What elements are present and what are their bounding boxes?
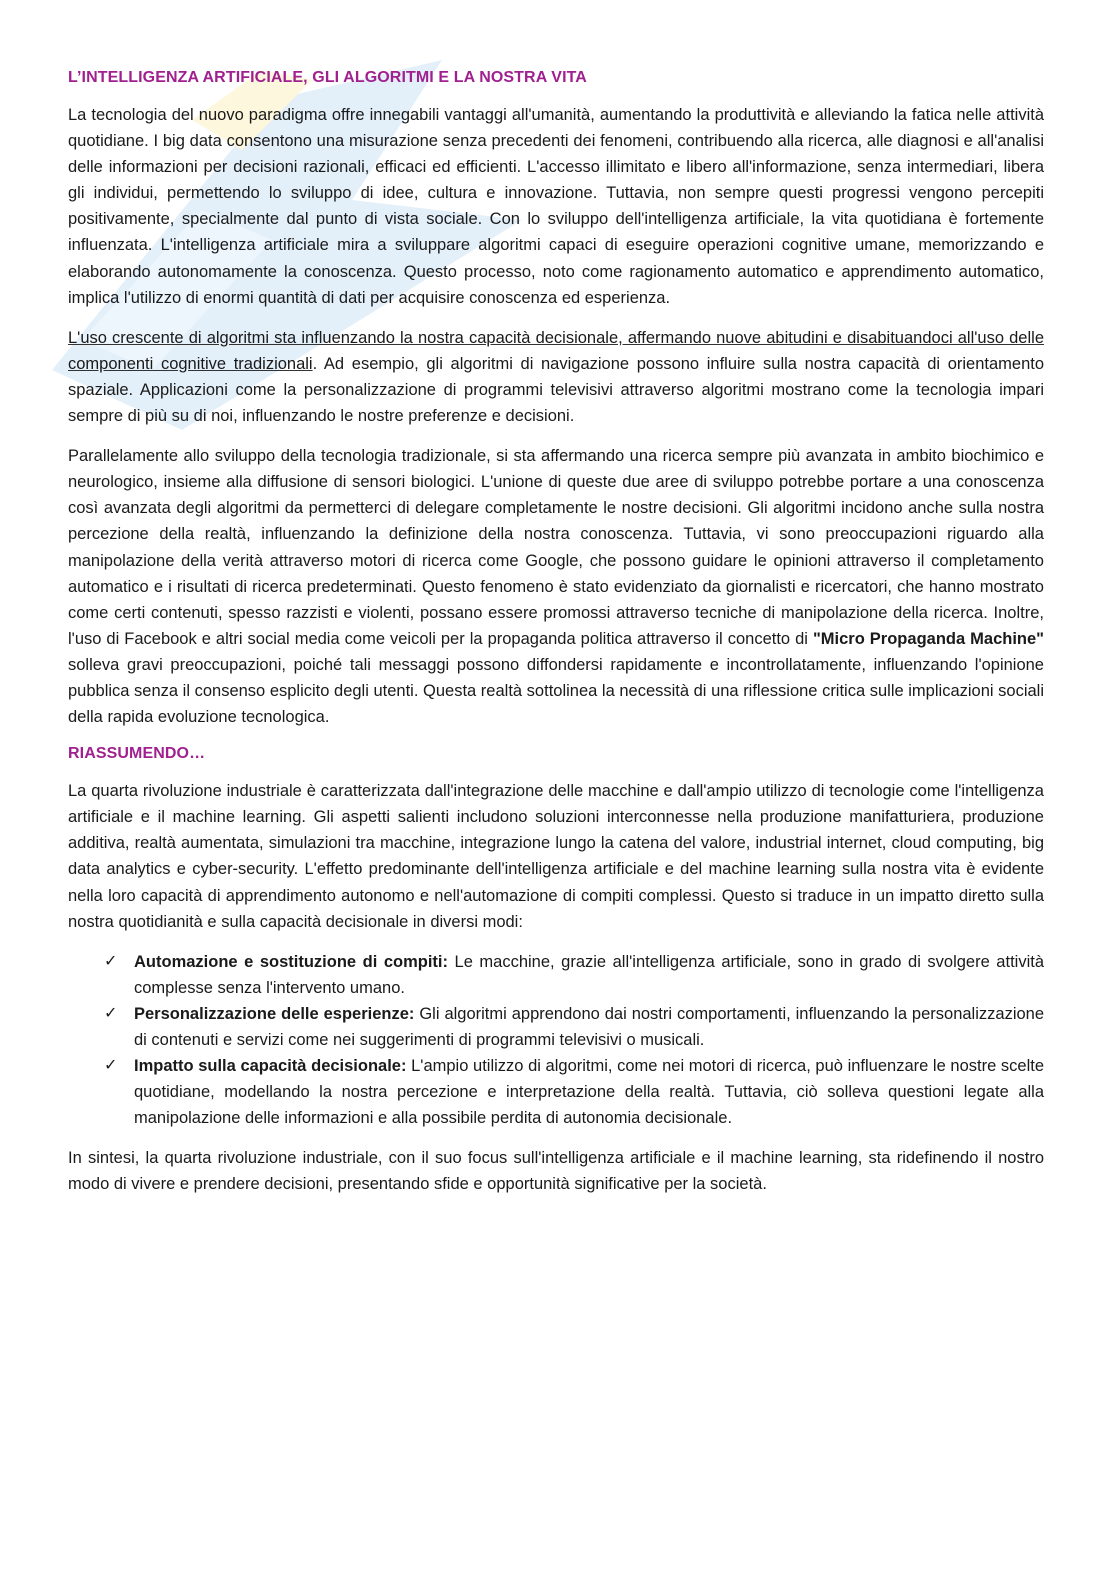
paragraph-conclusion: In sintesi, la quarta rivoluzione industriale, con il suo focus sull'intelligenza artificiale e il machine learning, sta ridefinendo il nostro modo di vivere e prendere decisioni, presentando sfide e opportunità significative per la società. [68, 1149, 1044, 1194]
paragraph-research-start: Parallelamente allo sviluppo della tecnologia tradizionale, si sta affermando una ricerca sempre più avanzata in ambito biochimico e neurologico, insieme alla diffusione di sensori biologici. L'unione di queste due aree di sviluppo potrebbe portare a una conoscenza così avanzata degli algoritmi da permetterci di delegare completamente le nostre decisioni. Gli algoritmi incidono anche sulla nostra percezione della realtà, influenzando la definizione della nostra conoscenza. Tuttavia, vi sono preoccupazioni riguardo alla manipolazione della verità attraverso motori di ricerca come Google, che possono guidare le opinioni attraverso il completamento automatico e i risultati di ricerca predeterminati. Questo fenomeno è stato evidenziato da giornalisti e ricercatori, che hanno mostrato come certi contenuti, spesso razzisti e violenti, possano essere promossi attraverso tecniche di manipolazione della ricerca. Inoltre, l'uso di Facebook e altri social media come veicoli per la propaganda politica attraverso il concetto di [68, 447, 1044, 648]
section-heading-ai: L’INTELLIGENZA ARTIFICIALE, GLI ALGORITMI E LA NOSTRA VITA [68, 69, 587, 86]
underlined-sentence: L'uso crescente di algoritmi sta influenzando la nostra capacità decisionale, affermando nuove abitudini e disabituandoci all'uso delle componenti cognitive tradizionali [68, 328, 1044, 373]
list-item-title: Automazione e sostituzione di compiti: [134, 952, 448, 971]
document-page [68, 62, 1044, 1198]
checkmark-icon: ✓ [104, 952, 118, 970]
list-item-title: Impatto sulla capacità decisionale: [134, 1057, 407, 1076]
list-item [68, 1001, 1044, 1053]
paragraph-algorithms [68, 325, 1044, 429]
impact-list [68, 949, 1044, 1132]
paragraph-research-end: solleva gravi preoccupazioni, poiché tali messaggi possono diffondersi rapidamente e incontrollatamente, influenzando l'opinione pubblica senza il consenso esplicito degli utenti. Questa realtà sottolinea la necessità di una riflessione critica sulle implicazioni sociali della rapida evoluzione tecnologica. [68, 655, 1044, 727]
list-item-text: Le macchine, grazie all'intelligenza artificiale, sono in grado di svolgere attività complesse senza l'intervento umano. [134, 952, 1044, 997]
paragraph-fourth-revolution: La quarta rivoluzione industriale è caratterizzata dall'integrazione delle macchine e dall'ampio utilizzo di tecnologie come l'intelligenza artificiale e il machine learning. Gli aspetti salienti includono soluzioni interconnesse nella produzione manifatturiera, produzione additiva, realtà aumentata, simulazioni tra macchine, integrazione lungo la catena del valore, industrial internet, cloud computing, big data analytics e cyber-security. L'effetto predominante dell'intelligenza artificiale e del machine learning sulla nostra vita è evidente nella loro capacità di apprendimento autonomo e nell'automazione di compiti complessi. Questo si traduce in un impatto diretto sulla nostra quotidianità e sulla capacità decisionale in diversi modi: [68, 782, 1044, 931]
paragraph-intro: La tecnologia del nuovo paradigma offre innegabili vantaggi all'umanità, aumentando la produttività e alleviando la fatica nelle attività quotidiane. I big data consentono una misurazione senza precedenti dei fenomeni, contribuendo alla ricerca, alle diagnosi e all'analisi delle informazioni per decisioni razionali, efficaci ed efficienti. L'accesso illimitato e libero all'informazione, senza intermediari, libera gli individui, permettendo lo sviluppo di idee, cultura e innovazione. Tuttavia, non sempre questi progressi vengono percepiti positivamente, specialmente dal punto di vista sociale. Con lo sviluppo dell'intelligenza artificiale, la vita quotidiana è fortemente influenzata. L'intelligenza artificiale mira a sviluppare algoritmi capaci di eseguire operazioni cognitive umane, memorizzando e elaborando autonomamente la conoscenza. Questo processo, noto come ragionamento automatico e apprendimento automatico, implica l'utilizzo di enormi quantità di dati per acquisire conoscenza ed esperienza. [68, 106, 1044, 307]
list-item-title: Personalizzazione delle esperienze: [134, 1004, 415, 1023]
list-item-text: L'ampio utilizzo di algoritmi, come nei motori di ricerca, può influenzare le nostre scelte quotidiane, modellando la nostra percezione e interpretazione della realtà. Tuttavia, ciò solleva questioni legate alla manipolazione delle informazioni e alla possibile perdita di autonomia decisionale. [134, 1057, 1044, 1128]
list-item [68, 949, 1044, 1001]
paragraph-research [68, 443, 1044, 730]
checkmark-icon: ✓ [104, 1057, 118, 1075]
paragraph-algorithms-rest: . Ad esempio, gli algoritmi di navigazione possono influire sulla nostra capacità di orientamento spaziale. Applicazioni come la personalizzazione di programmi televisivi attraverso algoritmi mostrano come la tecnologia impari sempre di più su di noi, influenzando le nostre preferenze e decisioni. [68, 354, 1045, 426]
micro-propaganda-term: "Micro Propaganda Machine" [812, 629, 1044, 648]
list-item-text: Gli algoritmi apprendono dai nostri comportamenti, influenzando la personalizzazione di contenuti e servizi come nei suggerimenti di programmi televisivi o musicali. [134, 1004, 1045, 1049]
checkmark-icon: ✓ [104, 1004, 118, 1022]
section-heading-summary: RIASSUMENDO… [68, 745, 206, 763]
list-item [68, 1053, 1044, 1131]
